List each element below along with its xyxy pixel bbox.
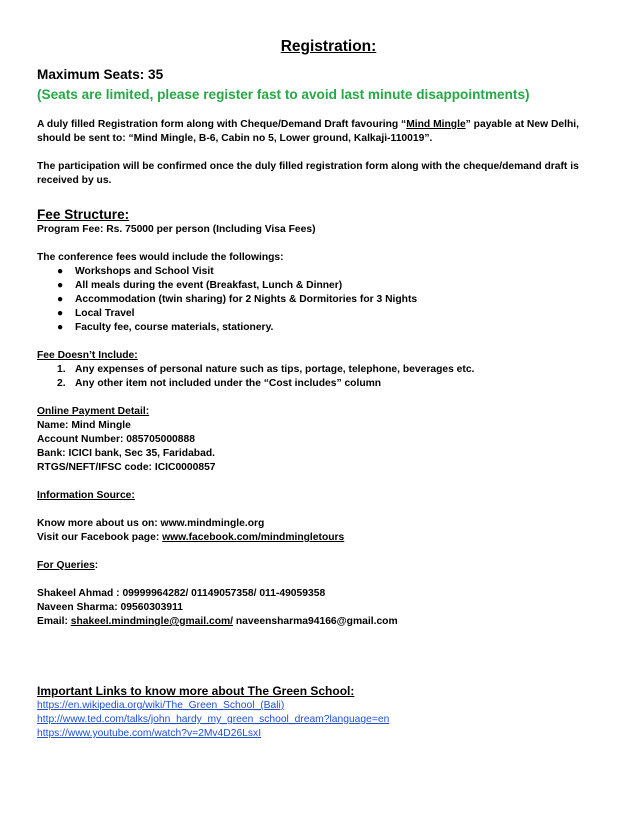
contact-email: Email: shakeel.mindmingle@gmail.com/ naveensharma94166@gmail.com [37, 616, 398, 627]
links-heading: Important Links to know more about The Green School: [37, 684, 355, 698]
email-naveen: naveensharma94166@gmail.com [233, 616, 398, 627]
page-title: Registration: [280, 38, 377, 55]
bullet-icon: ● [57, 308, 64, 319]
info-heading: Information Source: [37, 490, 135, 501]
list-item: 2. Any other item not included under the “Cost includes” column [57, 378, 382, 389]
fee-structure-heading: Fee Structure: [37, 207, 130, 222]
list-item: ● Faculty fee, course materials, stationery. [57, 322, 274, 333]
queries-heading: For Queries: [37, 560, 99, 571]
bullet-icon: ● [57, 322, 64, 333]
excludes-heading: Fee Doesn’t Include: [37, 350, 138, 361]
bullet-icon: ● [57, 294, 64, 305]
list-item: ● Workshops and School Visit [57, 266, 214, 277]
youtube-link[interactable]: https://www.youtube.com/watch?v=2Mv4D26LsxI [37, 728, 262, 739]
mind-mingle-underlined: Mind Mingle [406, 119, 466, 130]
payment-account: Account Number: 085705000888 [37, 434, 195, 445]
intro-paragraph [37, 118, 598, 146]
intro-part1: A duly filled Registration form along with Cheque/Demand Draft favouring “ [37, 119, 407, 130]
program-fee: Program Fee: Rs. 75000 per person (Including Visa Fees) [37, 224, 316, 235]
info-website: Know more about us on: www.mindmingle.org [37, 518, 265, 529]
list-item: ● All meals during the event (Breakfast, Lunch & Dinner) [57, 280, 343, 291]
seats-note: (Seats are limited, please register fast to avoid last minute disappointments) [37, 87, 530, 102]
includes-list [37, 265, 598, 335]
info-facebook: Visit our Facebook page: www.facebook.com/mindmingletours [37, 532, 345, 543]
payment-ifsc: RTGS/NEFT/IFSC code: ICIC0000857 [37, 462, 216, 473]
bullet-icon: ● [57, 280, 64, 291]
payment-bank: Bank: ICICI bank, Sec 35, Faridabad. [37, 448, 215, 459]
contact-naveen: Naveen Sharma: 09560303911 [37, 602, 183, 613]
list-item: ● Local Travel [57, 308, 135, 319]
payment-heading: Online Payment Detail: [37, 406, 150, 417]
wikipedia-link[interactable]: https://en.wikipedia.org/wiki/The_Green_School_(Bali) [37, 700, 285, 711]
payment-name: Name: Mind Mingle [37, 420, 131, 431]
facebook-link[interactable]: www.facebook.com/mindmingletours [162, 532, 345, 543]
excludes-list [37, 363, 598, 391]
bullet-icon: ● [57, 266, 64, 277]
list-item: ● Accommodation (twin sharing) for 2 Nights & Dormitories for 3 Nights [57, 294, 418, 305]
confirmation-paragraph: The participation will be confirmed once the duly filled registration form along with the cheque/demand draft is received by us. [37, 161, 579, 186]
email-link-shakeel[interactable]: shakeel.mindmingle@gmail.com/ [70, 616, 234, 627]
contact-shakeel: Shakeel Ahmad : 09999964282/ 01149057358/ 011-49059358 [37, 588, 326, 599]
intro-part2: ” payable at New Delhi, should be sent to: “Mind Mingle, B-6, Cabin no 5, Lower ground, Kalkaji-110019”. [37, 119, 579, 144]
max-seats: Maximum Seats: 35 [37, 67, 164, 82]
includes-intro: The conference fees would include the followings: [37, 252, 284, 263]
ted-link[interactable]: http://www.ted.com/talks/john_hardy_my_green_school_dream?language=en [37, 714, 390, 725]
list-item: 1. Any expenses of personal nature such as tips, portage, telephone, beverages etc. [57, 364, 475, 375]
